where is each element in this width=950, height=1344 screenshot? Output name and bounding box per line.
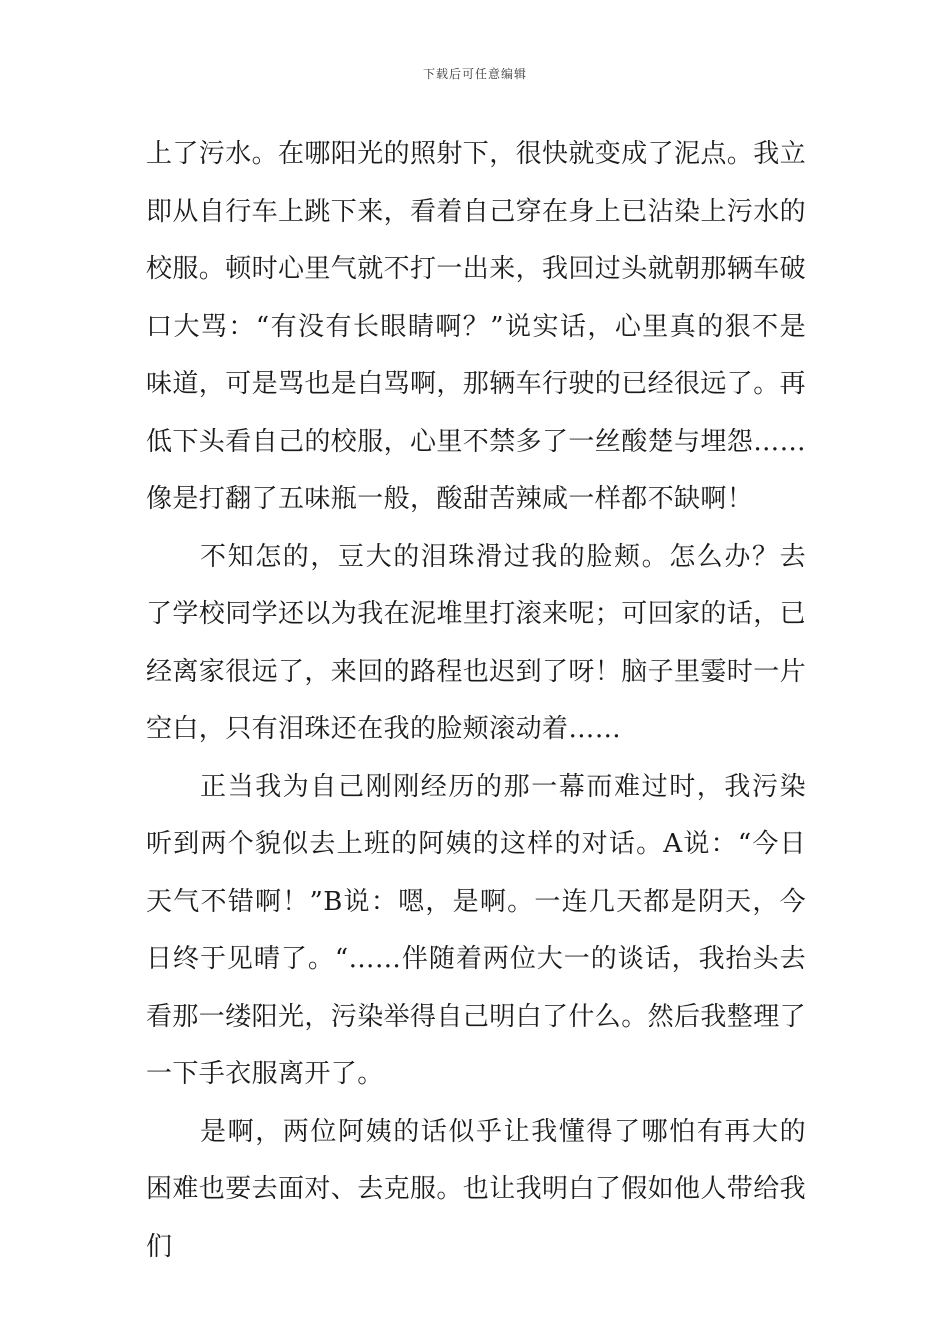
paragraph: 是啊，两位阿姨的话似乎让我懂得了哪怕有再大的困难也要去面对、去克服。也让我明白了假如他人带给我们 <box>146 1116 807 1262</box>
paragraph: 上了污水。在哪阳光的照射下，很快就变成了泥点。我立即从自行车上跳下来，看着自己穿在身上已沾染上污水的校服。顿时心里气就不打一出来，我回过头就朝那辆车破口大骂：“有没有长眼睛啊？”说实话，心里真的狠不是味道，可是骂也是白骂啊，那辆车行驶的已经很远了。再低下头看自己的校服，心里不禁多了一丝酸楚与埋怨……像是打翻了五味瓶一般，酸甜苦辣咸一样都不缺啊！ <box>146 139 807 514</box>
paragraph: 正当我为自己刚刚经历的那一幕而难过时，我污染听到两个貌似去上班的阿姨的这样的对话。A说：“今日天气不错啊！”B说：嗯，是啊。一连几天都是阴天，今日终于见晴了。“……伴随着两位大一的谈话，我抬头去看那一缕阳光，污染举得自己明白了什么。然后我整理了一下手衣服离开了。 <box>146 771 807 1089</box>
page-header: 下载后可任意编辑 <box>422 67 527 81</box>
paragraph: 不知怎的，豆大的泪珠滑过我的脸颊。怎么办？去了学校同学还以为我在泥堆里打滚来呢；可回家的话，已经离家很远了，来回的路程也迟到了呀！脑子里霎时一片空白，只有泪珠还在我的脸颊滚动着…… <box>146 541 807 744</box>
document-body <box>146 126 806 1276</box>
